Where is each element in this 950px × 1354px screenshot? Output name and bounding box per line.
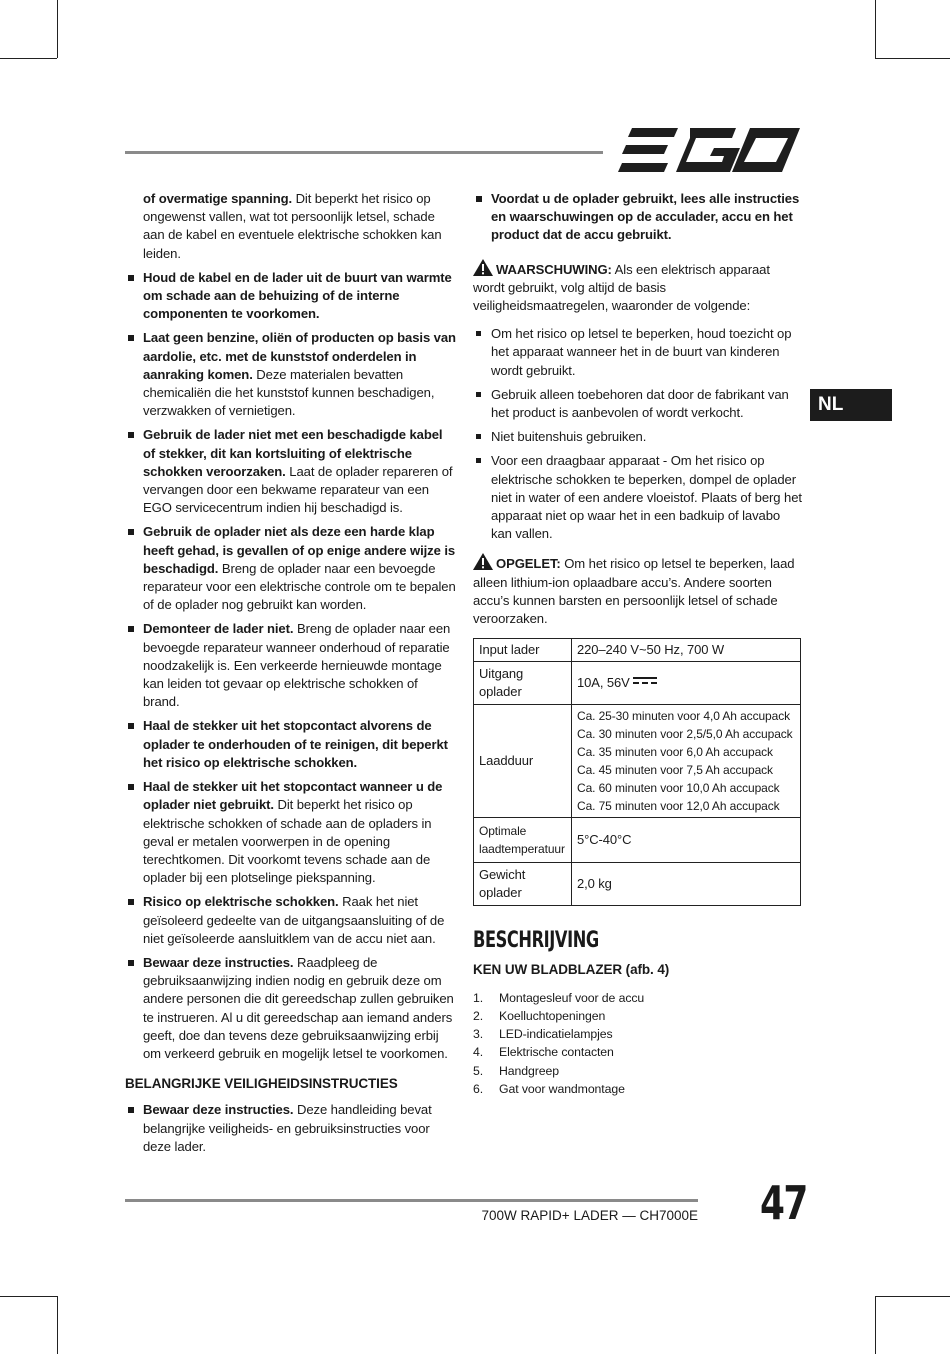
bullet-bold: Houd de kabel en de lader uit de buurt van warmte om schade aan de behuizing of de interne componenten te voorkomen. bbox=[143, 269, 452, 322]
table-cell-value: 5°C-40°C bbox=[572, 818, 801, 863]
crop-mark bbox=[0, 58, 57, 59]
crop-mark bbox=[875, 1296, 876, 1354]
bullet-text: Deze handleiding bevat belangrijke veiligheids- en gebruiksinstructies voor deze lader. bbox=[143, 1102, 432, 1154]
crop-mark bbox=[0, 1296, 57, 1297]
table-cell-value: 2,0 kg bbox=[572, 863, 801, 906]
caution-title: OPGELET: bbox=[496, 556, 561, 572]
list-item bbox=[125, 426, 457, 517]
table-cell-label: Uitgang oplader bbox=[474, 662, 572, 705]
caution-paragraph bbox=[473, 553, 803, 628]
warning-title: WAARSCHUWING: bbox=[496, 261, 612, 277]
list-item bbox=[125, 778, 457, 887]
table-row bbox=[474, 639, 801, 662]
list-item bbox=[473, 1007, 803, 1025]
charge-time-line: Ca. 75 minuten voor 12,0 Ah accupack bbox=[577, 799, 780, 814]
dc-symbol-icon bbox=[633, 676, 657, 686]
intro-paragraph bbox=[125, 190, 457, 263]
list-item: Gebruik alleen toebehoren dat door de fabrikant van het product is aanbevolen of wordt verkocht. bbox=[473, 386, 803, 422]
crop-mark bbox=[875, 0, 876, 58]
list-item bbox=[473, 1025, 803, 1043]
list-item bbox=[125, 954, 457, 1063]
bullet-bold: Haal de stekker uit het stopcontact alvorens de oplader te onderhouden of te reinigen, dit beperkt het risico op elektrische schokken. bbox=[143, 718, 448, 770]
bullet-bold: Voordat u de oplader gebruikt, lees alle instructies en waarschuwingen op de acculader, accu en het product dat de accu gebruikt. bbox=[491, 191, 800, 243]
table-row bbox=[474, 705, 801, 818]
footer-rule bbox=[125, 1199, 698, 1202]
bullet-bold: Demonteer de lader niet. bbox=[143, 621, 294, 637]
charge-time-line: Ca. 45 minuten voor 7,5 Ah accupack bbox=[577, 763, 773, 778]
spec-table bbox=[473, 638, 801, 906]
table-cell-label: Gewicht oplader bbox=[474, 863, 572, 906]
bullet-bold: Bewaar deze instructies. bbox=[143, 954, 294, 970]
part-number: 5. bbox=[473, 1063, 484, 1078]
part-number: 1. bbox=[473, 990, 484, 1005]
bullet-bold: Laat geen benzine, oliën of producten op basis van aardolie, etc. met de kunststof onderdelen in aanraking komen. bbox=[143, 330, 456, 382]
list-item bbox=[473, 1043, 803, 1061]
table-cell-value bbox=[572, 705, 801, 818]
crop-mark bbox=[57, 0, 58, 58]
table-row bbox=[474, 818, 801, 863]
ego-logo bbox=[618, 128, 800, 172]
warning-paragraph bbox=[473, 259, 803, 316]
table-row bbox=[474, 863, 801, 906]
table-cell-label: Laadduur bbox=[474, 705, 572, 818]
bullet-text: Deze materialen bevatten chemicaliën die het kunststof kunnen beschadigen, verzwakken of vernietigen. bbox=[143, 366, 435, 419]
table-cell-value bbox=[572, 662, 801, 705]
list-item: Om het risico op letsel te beperken, houd toezicht op het apparaat wanneer het in de buurt van kinderen wordt gebruikt. bbox=[473, 325, 803, 380]
list-item bbox=[125, 893, 457, 948]
bullet-bold: Risico op elektrische schokken. bbox=[143, 894, 339, 910]
charge-time-line: Ca. 60 minuten voor 10,0 Ah accupack bbox=[577, 781, 780, 796]
part-label: Gat voor wandmontage bbox=[499, 1081, 625, 1096]
crop-mark bbox=[57, 1296, 58, 1354]
bullet-text: Raak het niet geïsoleerd gedeelte van de uitgangsaansluiting of de niet geïsoleerde aansluitklem van de accu niet aan. bbox=[143, 894, 445, 946]
charge-time-line: Ca. 35 minuten voor 6,0 Ah accupack bbox=[577, 745, 773, 760]
bullet-text: Dit beperkt het risico op elektrische schokken of schade aan de opladers in geval er metalen voorwerpen in de opening terechtkomen. Dit voorkomt tevens schade aan de oplader bij een plotselinge piekspanning. bbox=[143, 797, 432, 886]
list-item bbox=[473, 1080, 803, 1098]
bullet-text: Raadpleeg de gebruiksaanwijzing indien nodig en gebruik deze om andere personen die dit gereedschap zullen gebruiken te instrueren. Al u dit gereedschap aan iemand anders geeft, doe dan tevens deze gebruiksaanwijzing erbij om verkeerd gebruik en mogelijk letsel te voorkomen. bbox=[143, 954, 454, 1061]
table-cell-value: 220–240 V~50 Hz, 700 W bbox=[572, 639, 801, 662]
list-item bbox=[125, 329, 457, 420]
bullet-bold: Gebruik de oplader niet als deze een harde klap heeft gehad, is gevallen of op enige andere wijze is beschadigd. bbox=[143, 524, 456, 576]
warning-text: Als een elektrisch apparaat wordt gebruikt, volg altijd de basis veiligheidsmaatregelen, waaronder de volgende: bbox=[473, 261, 770, 314]
footer-title: 700W RAPID+ LADER — CH7000E bbox=[481, 1208, 698, 1223]
parts-list bbox=[473, 989, 803, 1098]
warning-icon bbox=[473, 553, 493, 570]
part-label: Handgreep bbox=[499, 1063, 559, 1078]
list-item bbox=[473, 190, 803, 245]
list-item: Voor een draagbaar apparaat - Om het risico op elektrische schokken te beperken, dompel de oplader niet in water of een andere vloeistof. Plaats of berg het apparaat niet op waar het in een badkuip of lavabo kan vallen. bbox=[473, 452, 803, 543]
part-label: Montagesleuf voor de accu bbox=[499, 990, 645, 1005]
list-item bbox=[125, 620, 457, 711]
table-cell-label: Optimale laadtemperatuur bbox=[474, 818, 572, 863]
table-cell-label: Input lader bbox=[474, 639, 572, 662]
bullet-bold: Haal de stekker uit het stopcontact wanneer u de oplader niet gebruikt. bbox=[143, 779, 443, 813]
part-label: Elektrische contacten bbox=[499, 1045, 614, 1060]
bullet-text: Breng de oplader naar een bevoegde reparateur wanneer onderhoud of reparatie noodzakelijk is. Een verkeerde hernieuwde montage kan leiden tot gevaar op elektrische schokken of brand. bbox=[143, 621, 451, 710]
bullet-text: Breng de oplader naar een bevoegde reparateur voor een elektrische controle om te bepalen of de oplader nog gebruikt kan worden. bbox=[143, 560, 456, 613]
bullet-bold: Bewaar deze instructies. bbox=[143, 1102, 294, 1118]
part-number: 4. bbox=[473, 1045, 484, 1060]
left-column bbox=[125, 190, 457, 1162]
part-number: 6. bbox=[473, 1081, 484, 1096]
list-item bbox=[125, 269, 457, 324]
warning-icon bbox=[473, 259, 493, 276]
part-label: LED-indicatielampjes bbox=[499, 1027, 613, 1042]
bullet-text: Laat de oplader repareren of vervangen door een bekwame reparateur van een EGO servicecentrum indien hij beschadigd is. bbox=[143, 463, 453, 516]
output-value: 10A, 56V bbox=[577, 675, 630, 691]
intro-bold: of overmatige spanning. bbox=[143, 191, 293, 206]
list-item bbox=[473, 1062, 803, 1080]
list-item: Niet buitenshuis gebruiken. bbox=[473, 428, 803, 446]
crop-mark bbox=[875, 1296, 950, 1297]
list-item bbox=[473, 989, 803, 1007]
part-label: Koelluchtopeningen bbox=[499, 1009, 606, 1024]
description-title: BESCHRIJVING bbox=[473, 928, 599, 954]
caution-text: Om het risico op letsel te beperken, laad alleen lithium-ion oplaadbare accu’s. Andere soorten accu’s kunnen barsten en persoonlijk letsel of schade veroorzaken. bbox=[473, 556, 795, 627]
charge-time-line: Ca. 30 minuten voor 2,5/5,0 Ah accupack bbox=[577, 727, 793, 742]
list-item bbox=[125, 717, 457, 772]
table-row bbox=[474, 662, 801, 705]
section-heading: BELANGRIJKE VEILIGHEIDSINSTRUCTIES bbox=[125, 1076, 398, 1092]
page-number: 47 bbox=[760, 1176, 807, 1230]
list-item bbox=[125, 1101, 457, 1156]
intro-text: Dit beperkt het risico op ongewenst vallen, wat tot persoonlijk letsel, schade aan de kabel en eventuele elektrische schokken kan leiden. bbox=[143, 191, 442, 261]
description-subtitle: KEN UW BLADBLAZER (afb. 4) bbox=[473, 961, 670, 977]
bullet-bold: Gebruik de lader niet met een beschadigde kabel of stekker, dit kan kortsluiting of elektrische schokken veroorzaken. bbox=[143, 427, 443, 479]
charge-time-line: Ca. 25-30 minuten voor 4,0 Ah accupack bbox=[577, 709, 790, 724]
list-item bbox=[125, 523, 457, 614]
header-rule bbox=[125, 151, 603, 154]
part-number: 2. bbox=[473, 1009, 484, 1024]
part-number: 3. bbox=[473, 1027, 484, 1042]
right-column bbox=[473, 190, 803, 1098]
language-tab: NL bbox=[810, 389, 892, 421]
crop-mark bbox=[875, 58, 950, 59]
